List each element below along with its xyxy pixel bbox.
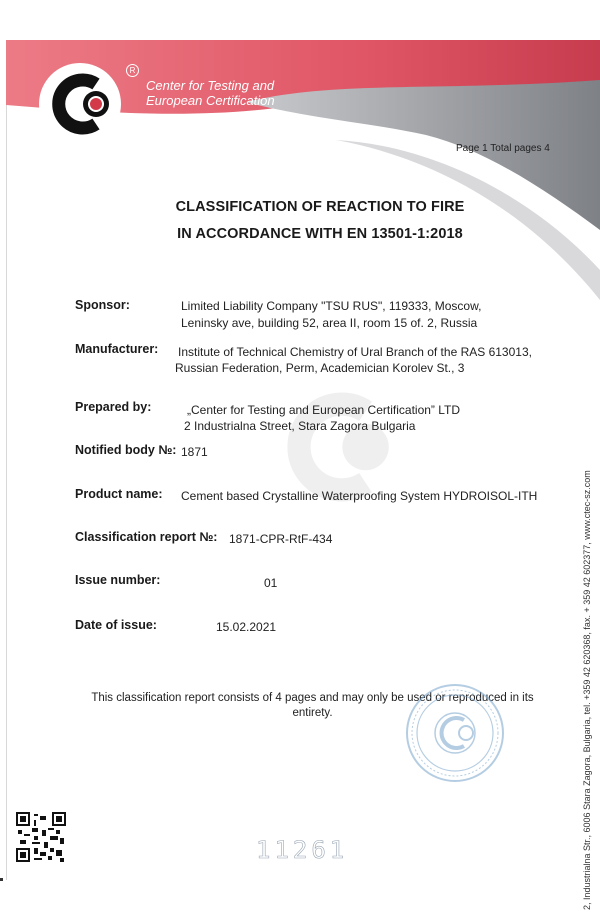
prepared-by-value-line-2: 2 Industrialna Street, Stara Zagora Bulgaria — [184, 419, 416, 433]
serial-number: 11261 — [256, 836, 349, 864]
classification-report-value: 1871-CPR-RtF-434 — [229, 532, 333, 546]
product-name-label: Product name: — [75, 487, 163, 501]
manufacturer-value-line-2: Russian Federation, Perm, Academician Korolev St., 3 — [175, 361, 465, 375]
manufacturer-label: Manufacturer: — [75, 342, 159, 356]
registered-mark: R — [126, 64, 139, 77]
brand-line-2: European Certification — [146, 93, 275, 108]
prepared-by-label: Prepared by: — [75, 400, 152, 414]
footnote-line-2: entirety. — [292, 707, 333, 719]
brand-name — [146, 78, 275, 108]
page-counter: Page 1 Total pages 4 — [456, 143, 550, 154]
official-stamp — [404, 682, 506, 784]
footnote-line-1: This classification report consists of 4 pages and may only be used or reproduced in its — [91, 692, 534, 704]
sponsor-value-line-2: Leninsky ave, building 52, area II, room 15 of. 2, Russia — [181, 316, 478, 330]
classification-report-label: Classification report №: — [75, 530, 218, 544]
brand-line-1: Center for Testing and — [146, 78, 275, 93]
date-of-issue-value: 15.02.2021 — [216, 620, 277, 634]
qr-code — [16, 812, 66, 862]
notified-body-label: Notified body №: — [75, 443, 177, 457]
notified-body-value: 1871 — [181, 445, 208, 459]
document-title-line-2: IN ACCORDANCE WITH EN 13501-1:2018 — [177, 226, 463, 242]
issue-number-label: Issue number: — [75, 573, 161, 587]
sponsor-value-line-1: Limited Liability Company "TSU RUS", 119333, Moscow, — [181, 299, 482, 313]
product-name-value: Cement based Crystalline Waterproofing System HYDROISOL-ITH — [181, 489, 538, 503]
issue-number-value: 01 — [264, 576, 278, 590]
sponsor-label: Sponsor: — [75, 298, 130, 312]
side-contact-info: 2, Industrialna Str., 6006 Stara Zagora, Bulgaria, tel. +359 42 620368, fax. + 359 42 602377, www.ctec-sz.com — [582, 470, 592, 910]
prepared-by-value-line-1: „Center for Testing and European Certification” LTD — [187, 403, 461, 417]
date-of-issue-label: Date of issue: — [75, 618, 157, 632]
scan-mark — [0, 878, 3, 881]
document-title-line-1: CLASSIFICATION OF REACTION TO FIRE — [175, 199, 465, 215]
company-logo — [38, 62, 122, 146]
manufacturer-value-line-1: Institute of Technical Chemistry of Ural Branch of the RAS 613013, — [178, 345, 532, 359]
